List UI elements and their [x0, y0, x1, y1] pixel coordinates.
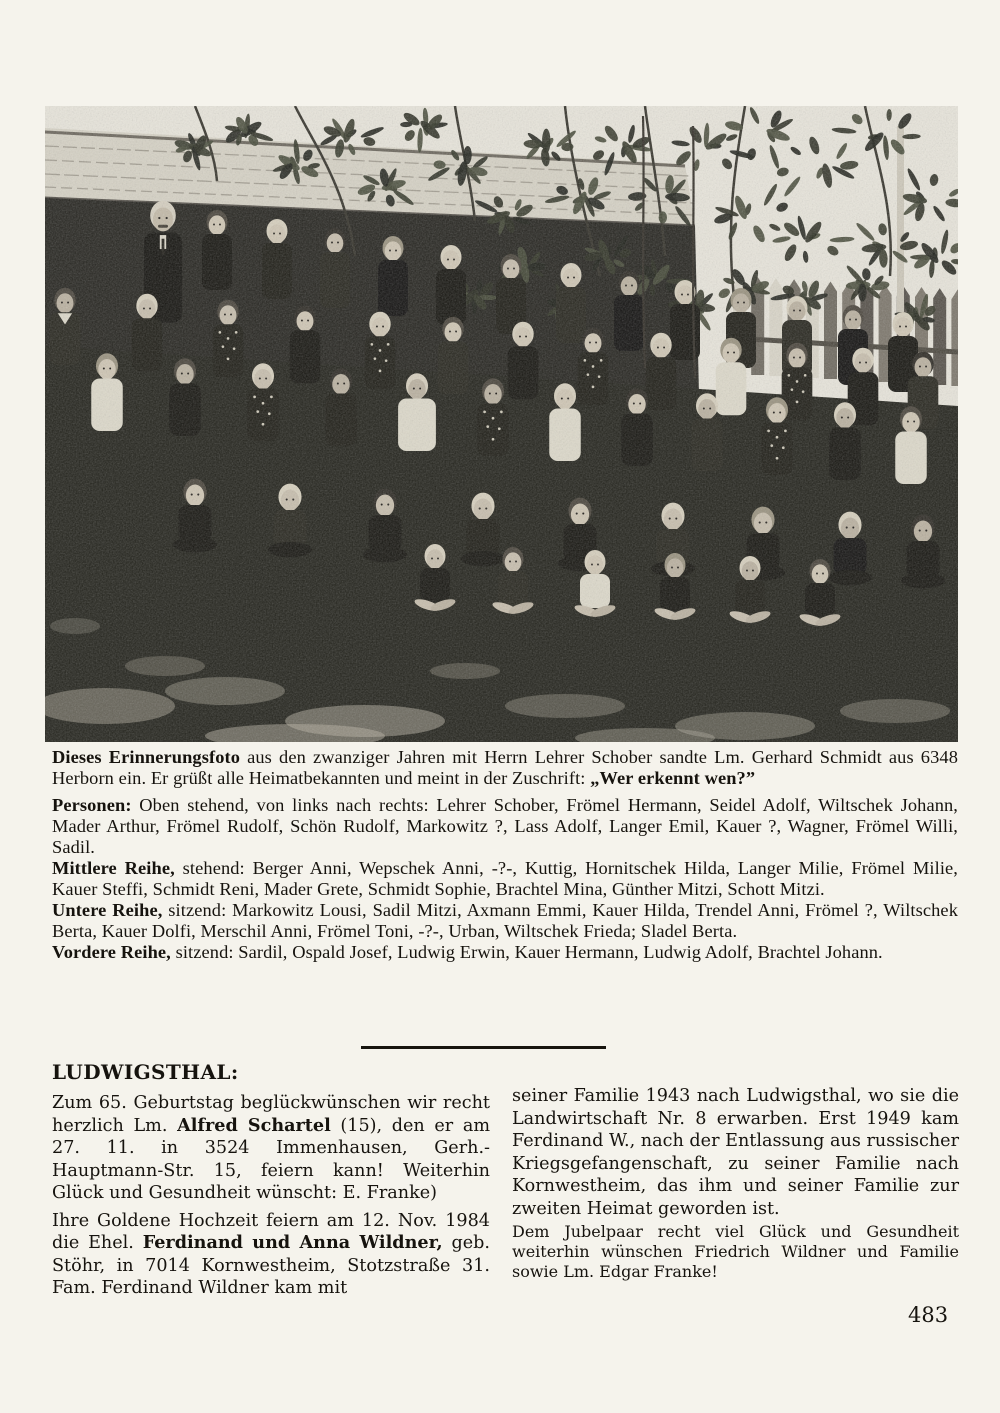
section-divider [361, 1046, 606, 1049]
caption-untere-body: sitzend: Markowitz Lousi, Sadil Mitzi, Axmann Emmi, Kauer Hilda, Trendel Anni, Frömel ?, Wiltschek Berta, Kauer Dolfi, Merschil Anni, Frömel Toni, -?-, Urban, Wiltschek Frieda; Sladel Berta. [52, 900, 958, 941]
caption-vordere-body: sitzend: Sardil, Ospald Josef, Ludwig Erwin, Kauer Hermann, Ludwig Adolf, Brachtel Johann. [170, 942, 883, 962]
left-p2-pre: Ihre Goldene Hochzeit feiern am 12. Nov. 1984 die Ehel. [52, 1210, 490, 1253]
class-photo-svg [45, 106, 958, 742]
left-p2-name: Ferdinand und Anna Wildner, [142, 1232, 443, 1253]
caption-mittlere-lead: Mittlere Reihe, [52, 858, 175, 878]
left-p2-post: geb. Stöhr, in 7014 Kornwestheim, Stotzstraße 31. Fam. Ferdinand Wildner kam mit [52, 1233, 491, 1298]
caption-personen-body: Oben stehend, von links nach rechts: Lehrer Schober, Frömel Hermann, Seidel Adolf, Wiltschek Johann, Mader Arthur, Frömel Rudolf, Schön Rudolf, Markowitz ?, Lass Adolf, Langer Emil, Kauer ?, Wagner, Frömel Willi, Sadil. [52, 795, 958, 857]
caption-personen [52, 795, 958, 858]
left-p1-name: Alfred Schartel [177, 1114, 331, 1136]
caption-untere-reihe [52, 900, 958, 942]
caption-intro-lead: Dieses Erinnerungsfoto [52, 747, 241, 767]
caption-vordere-lead: Vordere Reihe, [52, 942, 171, 962]
photo-caption [52, 747, 958, 963]
caption-intro [52, 747, 958, 789]
left-p1-post: (15), den er am 27. 11. in 3524 Immenhausen, Gerh.-Hauptmann-Str. 15, feiern kann! Weiterhin Glück und Gesundheit wünscht: E. Franke) [52, 1115, 490, 1203]
article-left-paragraph-2 [52, 1210, 490, 1300]
article-right-paragraph-2: Dem Jubelpaar recht viel Glück und Gesundheit weiterhin wünschen Friedrich Wildner und Familie sowie Lm. Edgar Franke! [512, 1222, 959, 1281]
article-column-right [512, 1085, 959, 1282]
article-right-paragraph-1: seiner Familie 1943 nach Ludwigsthal, wo sie die Landwirtschaft Nr. 8 erwarben. Erst 1949 kam Ferdinand W., nach der Entlassung aus russischer Kriegsgefangenschaft, zu seiner Familie nach Kornwestheim, das ihm und seiner Familie zur zweiten Heimat geworden ist. [512, 1086, 959, 1219]
article-heading: LUDWIGSTHAL: [52, 1060, 239, 1084]
caption-mittlere-reihe [52, 858, 958, 900]
left-p1-pre: Zum 65. Geburtstag beglückwünschen wir recht herzlich Lm. [52, 1093, 490, 1136]
caption-mittlere-body: stehend: Berger Anni, Wepschek Anni, -?-, Kuttig, Hornitschek Hilda, Langer Milie, Frömel Milie, Kauer Steffi, Schmidt Reni, Mader Grete, Schmidt Sophie, Brachtel Mina, Günther Mitzi, Schott Mitzi. [52, 858, 959, 899]
photo-grain [45, 106, 958, 742]
caption-untere-lead: Untere Reihe, [52, 900, 163, 920]
caption-intro-body: aus den zwanziger Jahren mit Herrn Lehrer Schober sandte Lm. Gerhard Schmidt aus 6348 Herborn ein. Er grüßt alle Heimatbekannten und meint in der Zuschrift: [52, 747, 958, 788]
page-number: 483 [908, 1303, 949, 1327]
caption-vordere-reihe [52, 942, 958, 963]
caption-intro-quote: „Wer erkennt wen?” [590, 768, 756, 788]
class-photo [45, 106, 958, 742]
article-left-paragraph-1 [52, 1092, 490, 1205]
caption-personen-lead: Personen: [52, 795, 132, 815]
article-column-left [52, 1092, 490, 1300]
